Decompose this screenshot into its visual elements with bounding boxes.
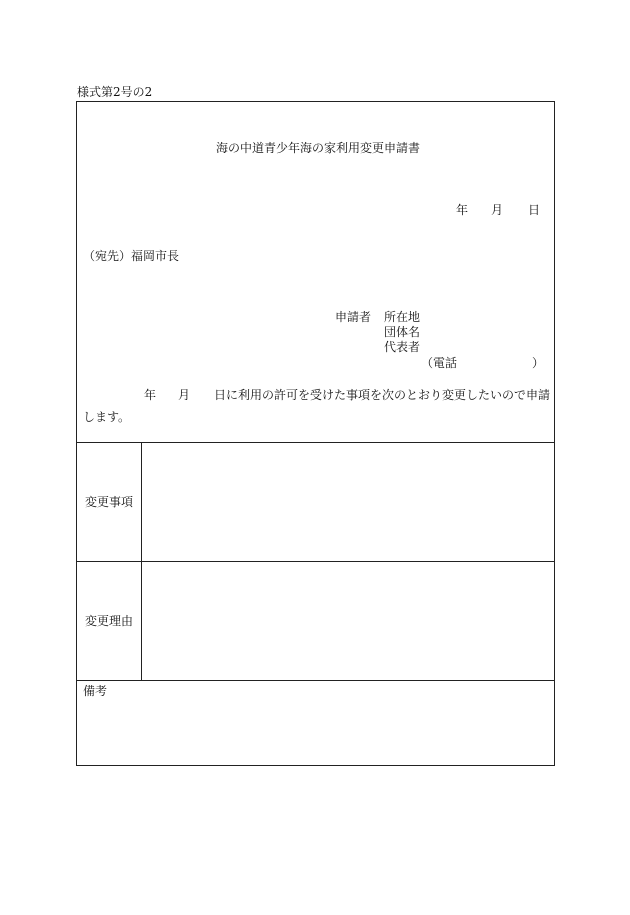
remarks-field[interactable] (77, 698, 554, 764)
request-year: 年 (144, 388, 157, 402)
date-month: 月 (491, 203, 504, 217)
addressee: （宛先）福岡市長 (83, 249, 180, 263)
request-text-continued: します。 (83, 410, 131, 424)
form-title: 海の中道青少年海の家利用変更申請書 (216, 141, 421, 155)
form-number: 様式第2号の2 (77, 85, 153, 99)
applicant-representative-label: 代表者 (384, 340, 421, 354)
applicant-location-label: 所在地 (384, 310, 421, 324)
applicant-phone-label: （電話 (421, 356, 458, 370)
request-month: 月 (178, 388, 191, 402)
applicant-caption: 申請者 (335, 310, 372, 324)
date-day: 日 (528, 203, 541, 217)
applicant-phone-close: ） (532, 356, 545, 370)
form-frame (76, 101, 555, 766)
change-items-label: 変更事項 (85, 495, 134, 509)
change-reason-label: 変更理由 (85, 614, 134, 628)
change-reason-field[interactable] (142, 562, 554, 680)
divider-bottom (77, 680, 554, 681)
change-items-field[interactable] (142, 443, 554, 561)
date-year: 年 (456, 203, 469, 217)
remarks-label: 備考 (83, 684, 108, 698)
applicant-organization-label: 団体名 (384, 325, 421, 339)
request-text: 日に利用の許可を受けた事項を次のとおり変更したいので申請 (214, 388, 551, 402)
